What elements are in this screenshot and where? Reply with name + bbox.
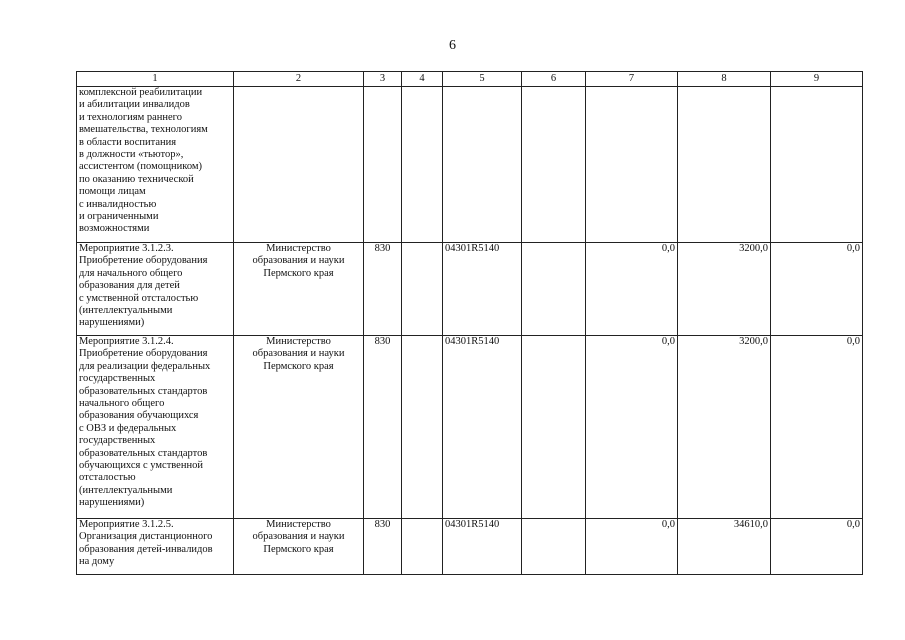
activity-name-cell	[77, 87, 234, 243]
column-header: 6	[522, 72, 586, 87]
amount-col7-cell: 0,0	[586, 243, 678, 336]
column-number-row	[77, 72, 863, 87]
activity-name-cell-line: нарушениями)	[79, 317, 145, 329]
amount-col9-cell: 0,0	[771, 336, 863, 519]
activity-name-cell-line: помощи лицам	[79, 186, 146, 198]
page-number: 6	[449, 38, 456, 53]
section-code-cell	[402, 87, 443, 243]
amount-col9-cell	[771, 87, 863, 243]
table-row	[77, 336, 863, 519]
amount-col8-cell: 3200,0	[678, 243, 771, 336]
section-code-cell	[402, 519, 443, 575]
amount-col8-cell: 34610,0	[678, 519, 771, 575]
responsible-executor-cell	[234, 519, 364, 575]
activity-name-cell-line: отсталостью	[79, 472, 136, 484]
target-article-cell: 04301R5140	[443, 336, 522, 519]
activity-name-cell-line: Приобретение оборудования	[79, 255, 208, 267]
responsible-executor-cell-line: Министерство	[266, 243, 331, 254]
activity-name-cell-line: на дому	[79, 556, 115, 568]
activity-name-cell-line: и абилитации инвалидов	[79, 99, 190, 111]
activity-name-cell-line: Мероприятие 3.1.2.3.	[79, 243, 174, 254]
ministry-code-cell: 830	[364, 336, 402, 519]
responsible-executor-cell-line: Пермского края	[263, 543, 334, 555]
table-row	[77, 243, 863, 336]
amount-col9-cell: 0,0	[771, 243, 863, 336]
responsible-executor-cell-line: образования и науки	[252, 255, 345, 267]
expense-type-cell	[522, 243, 586, 336]
section-code-cell	[402, 243, 443, 336]
activity-name-cell-line: с инвалидностью	[79, 198, 157, 210]
activity-name-cell-line: возможностями	[79, 223, 150, 235]
ministry-code-cell: 830	[364, 243, 402, 336]
activity-name-cell-line: образования детей-инвалидов	[79, 543, 213, 555]
column-header: 1	[77, 72, 234, 87]
expense-type-cell	[522, 87, 586, 243]
activity-name-cell-line: государственных	[79, 435, 156, 447]
activity-name-cell-line: Приобретение оборудования	[79, 348, 208, 360]
target-article-cell: 04301R5140	[443, 243, 522, 336]
table-row	[77, 87, 863, 243]
amount-col8-cell: 3200,0	[678, 336, 771, 519]
activity-name-cell-line: комплексной реабилитации	[79, 87, 203, 98]
responsible-executor-cell-line: Министерство	[266, 519, 331, 530]
responsible-executor-cell-line: образования и науки	[252, 348, 345, 360]
activity-name-cell-line: (интеллектуальными	[79, 484, 173, 496]
amount-col8-cell	[678, 87, 771, 243]
activity-name-cell-line: в должности «тьютор»,	[79, 149, 184, 161]
activity-name-cell-line: с ОВЗ и федеральных	[79, 422, 177, 434]
activity-name-cell-line: государственных	[79, 373, 156, 385]
activity-name-cell-line: Мероприятие 3.1.2.5.	[79, 519, 174, 530]
expense-type-cell	[522, 336, 586, 519]
column-header: 3	[364, 72, 402, 87]
activity-name-cell-line: образовательных стандартов	[79, 447, 208, 459]
activity-name-cell-line: и ограниченными	[79, 211, 159, 223]
activity-name-cell-line: по оказанию технической	[79, 173, 194, 185]
amount-col9-cell: 0,0	[771, 519, 863, 575]
activity-name-cell	[77, 336, 234, 519]
column-header: 7	[586, 72, 678, 87]
activity-name-cell-line: Мероприятие 3.1.2.4.	[79, 336, 174, 347]
activity-name-cell-line: нарушениями)	[79, 497, 145, 509]
activity-name-cell-line: образования для детей	[79, 280, 180, 292]
responsible-executor-cell-line: образования и науки	[252, 531, 345, 543]
column-header: 4	[402, 72, 443, 87]
responsible-executor-cell-line: Пермского края	[263, 267, 334, 279]
target-article-cell	[443, 87, 522, 243]
activity-name-cell-line: обучающихся с умственной	[79, 460, 203, 472]
responsible-executor-cell	[234, 336, 364, 519]
activity-name-cell-line: для реализации федеральных	[79, 360, 211, 372]
amount-col7-cell	[586, 87, 678, 243]
column-header: 8	[678, 72, 771, 87]
activity-name-cell-line: вмешательства, технологиям	[79, 124, 208, 136]
activity-name-cell	[77, 243, 234, 336]
activity-name-cell-line: Организация дистанционного	[79, 531, 213, 543]
ministry-code-cell: 830	[364, 519, 402, 575]
activity-name-cell-line: с умственной отсталостью	[79, 292, 199, 304]
activity-name-cell-line: начального общего	[79, 398, 165, 410]
activity-name-cell	[77, 519, 234, 575]
activity-name-cell-line: ассистентом (помощником)	[79, 161, 203, 173]
table-row	[77, 519, 863, 575]
column-header: 5	[443, 72, 522, 87]
column-header: 9	[771, 72, 863, 87]
amount-col7-cell: 0,0	[586, 519, 678, 575]
activity-name-cell-line: в области воспитания	[79, 136, 177, 148]
activity-name-cell-line: (интеллектуальными	[79, 305, 173, 317]
budget-table	[76, 71, 863, 575]
activity-name-cell-line: для начального общего	[79, 267, 183, 279]
activity-name-cell-line: образовательных стандартов	[79, 385, 208, 397]
responsible-executor-cell-line: Пермского края	[263, 360, 334, 372]
target-article-cell: 04301R5140	[443, 519, 522, 575]
column-header: 2	[234, 72, 364, 87]
section-code-cell	[402, 336, 443, 519]
ministry-code-cell	[364, 87, 402, 243]
amount-col7-cell: 0,0	[586, 336, 678, 519]
activity-name-cell-line: и технологиям раннего	[79, 111, 182, 123]
activity-name-cell-line: образования обучающихся	[79, 410, 199, 422]
responsible-executor-cell	[234, 87, 364, 243]
responsible-executor-cell	[234, 243, 364, 336]
responsible-executor-cell-line: Министерство	[266, 336, 331, 347]
expense-type-cell	[522, 519, 586, 575]
